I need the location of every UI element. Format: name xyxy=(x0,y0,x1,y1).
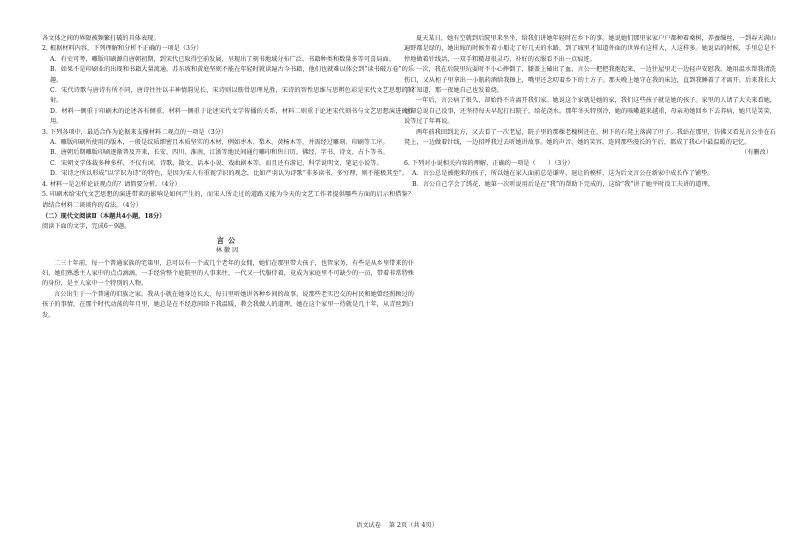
option-letter: C． xyxy=(50,87,62,95)
question-5: 5. 印刷术给宋代文艺思想的演进带来的影响是如何产生的，而宋人所走过的道路又能为今天的文艺工作者提供哪些方面的启示和借鉴？请结合材料二谈谈你的看法。（4分） xyxy=(42,191,414,209)
story-paragraph: 一次，我在后院里玩耍时不小心摔倒了，膝盖上磕出了血，言公一把把我抱起来，一边往屋里走一边轻声安慰我。她用温水帮我清洗伤口，又从柜子里拿出一小瓶药酒给我擦上，嘴里还念叨着乡下的土方子。那天晚上她守在我的床边，直到我睡着了才离开。后来我长大了才知道，那一夜她自己也发着烧。 xyxy=(404,66,776,95)
option-text: 言公总是被抱来的孩子，所以她在家人面前总是谦卑、退让的模样，这为后文言公在新家中成长作了铺垫。 xyxy=(422,170,714,178)
question-4: 4. 材料一是怎样论证观点的？请简要分析。（4分） xyxy=(42,180,181,188)
option-text: 如果不是印刷业的出现和书籍大量流通，苏东坡和黄庭坚则不能在年轻时就读遍古今书籍，他们也就难以体会到“读书破万卷”的乐趣。 xyxy=(50,66,414,84)
question-3-option-a xyxy=(50,138,414,148)
question-3-option-b xyxy=(50,148,414,158)
story-title: 言公 xyxy=(216,235,240,245)
option-text: 雕版印刷所使用的版木，一般是纹质细密且木质坚实的木材，例如枣木、梨木、黄杨木等，并需经过雕刻、印刷等工序。 xyxy=(60,139,389,147)
option-text: 材料一侧重于印刷术的论述各有侧重，材料一侧重于论述宋代文学传播的关系，材料二则重于论述宋代刻书与文艺思想演进的作用。 xyxy=(50,107,414,126)
option-letter: A． xyxy=(412,170,423,178)
story-paragraph: 两年前我回到北方，又去看了一次老屋，院子里的那棵老槐树还在，树下的石凳上落满了叶子。我站在那里，仿佛又看见言公坐在石凳上，一边做着针线，一边招呼我过去听她讲故事。她的声音、她的笑容，连同那些漫长的午后，都成了我心中最温暖的记忆。 xyxy=(404,128,776,147)
option-letter: B． xyxy=(50,149,61,157)
question-3-stem: 3. 下列各项中，最适合作为论据来支撑材料二观点的一项是（3分） xyxy=(42,128,228,136)
carry-over-line: 各文体之间的界限被频繁打破的具体表现。 xyxy=(42,35,160,42)
option-text: 宋朝文学体裁多种多样，不仅有词，诗歌、散文、话本小说、戏曲剧本等，而且还有游记、科学说明文、笔记小说等。 xyxy=(60,159,383,167)
question-2-option-c xyxy=(50,86,414,107)
footer-subject: 语文试卷 xyxy=(356,522,381,529)
page-footer xyxy=(0,521,794,531)
question-6-stem: 6. 下列对小说相关内容的理解，正确的一项是（ ）（3分） xyxy=(404,159,574,167)
question-2-option-b xyxy=(50,65,414,86)
question-6-option-a xyxy=(412,169,776,179)
option-letter: B． xyxy=(50,66,61,74)
question-3-option-c xyxy=(50,159,414,169)
reading-instruction: 阅读下面的文字，完成6～9题。 xyxy=(42,223,131,231)
left-column xyxy=(42,34,414,321)
option-letter: A． xyxy=(50,55,61,63)
option-text: 言公自己学会了绣花，她第一次听说用后是在“我”的帮助下完成的，这给“我”讲了她平时没工夫讲的道理。 xyxy=(422,180,714,188)
question-2-option-a xyxy=(50,55,414,65)
story-author: 林徽因 xyxy=(215,247,241,255)
question-6 xyxy=(404,159,776,190)
question-2 xyxy=(42,44,414,127)
question-3 xyxy=(42,128,414,180)
option-letter: C． xyxy=(50,159,61,167)
story-paragraph: 一年后，言公病了很久，却始终不肯离开我们家。她说这个家就是她的家，我们这些孩子就是她的孩子。家里的人请了大夫来看她，她却总说自己没事，还坚持每天早起打扫院子，给花浇水。那年冬天特别冷，她的咳嗽越来越重，母亲劝她回乡下去养病，她只是笑笑，说等过了年再说。 xyxy=(404,97,776,126)
option-text: 有史可考，雕版印刷源自唐朝初期，到宋代已取得空前发展，呈现出了刻书地域分布广泛、书籍种类和数量多等可喜局面。 xyxy=(60,55,395,63)
question-2-stem: 2. 根据材料内容，下列理解和分析不正确的一项是（3分） xyxy=(42,45,203,53)
option-text: 宋诗之所以形成“以学识为诗”的特色，是因为宋人有重视学识的观念，比如严羽认为诗歌“非多读书、多穷理，则不能极其至”。 xyxy=(61,170,408,178)
section-heading: （二）现代文阅读Ⅱ（本题共4小题，18分） xyxy=(42,212,166,220)
story-paragraph: 言公出生于一个普通的旧族之家。我从小就在她身边长大，每日里听她讲各种乡间的故事，说那些老实巴交的村民和她曾经照顾过的孩子的事情，在那个时代动荡的年月里，她总是在不经意间给予我温暖，教会我做人的道理，她在这个家里一待就是几十年，从青丝到白发。 xyxy=(42,290,414,319)
story-paragraph: 夏天某日，她有空就到后院里来坐坐，给我们讲她年轻时在乡下的事。她说她们那里家家户户都种着桑树，养蚕缫丝，一到春天满山遍野都是绿的，她出嫁的时候坐着小船走了好几天的水路，到了城里才知道外面的世界有这样大，人这样多。她说话的时候，手里总是不停地做着针线活，一双手粗糙却很灵巧，补好的衣服看不出一点痕迹。 xyxy=(404,35,776,63)
right-column xyxy=(404,34,776,190)
option-letter: D． xyxy=(50,170,62,178)
footer-page-number: 第 2页（共 4页） xyxy=(388,522,438,529)
option-letter: A． xyxy=(50,139,61,147)
question-3-option-d xyxy=(50,169,414,179)
option-letter: D． xyxy=(50,107,62,115)
option-text: 唐朝后期雕版印刷逐渐普及开来，长安、四川、淮南、江浙等地民间通行雕印和售日历、佛经、字书、诗文、占卜等书。 xyxy=(60,149,389,157)
option-text: 宋代诗歌与唐诗有所不同，唐诗往往以丰神情韵见长，宋诗则以筋骨思理见胜，宋诗的智性思维与思辨色彩是宋代文艺思想的折射。 xyxy=(50,87,415,105)
source-note: （有删改） xyxy=(741,149,772,157)
option-letter: B． xyxy=(412,180,423,188)
question-6-option-b xyxy=(412,180,776,190)
question-2-option-d xyxy=(50,107,414,128)
story-paragraph: 二三十年前，每一个普通家族的宅第里，总可以有一个或几个老年的女佣，她们在那里带大孩子，也管家务，有些是从乡里带来的仆妇，她们熟悉主人家中的点点滴滴，一手经营整个庭院里的人事来往，一代又一代服侍着，竟成为家庭里不可缺少的一员，带着非常特殊的身份，是主人家中一个特别的人物。 xyxy=(42,259,414,288)
